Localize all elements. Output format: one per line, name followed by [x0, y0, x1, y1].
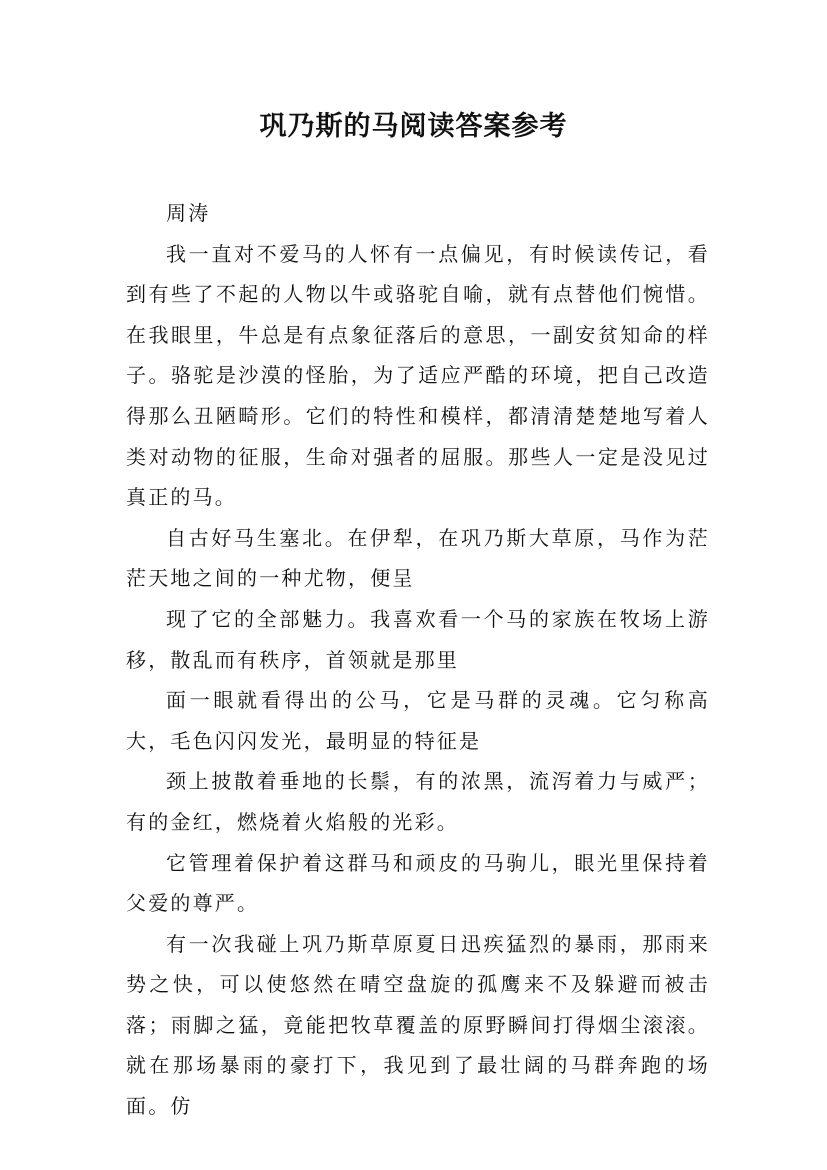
page-title: 巩乃斯的马阅读答案参考 [259, 111, 568, 142]
paragraph: 有一次我碰上巩乃斯草原夏日迅疾猛烈的暴雨，那雨来势之快，可以使悠然在晴空盘旋的孤鹰来不及躲避而被击落；雨脚之猛，竟能把牧草覆盖的原野瞬间打得烟尘滚滚。就在那场暴雨的豪打下，我见到了最壮阔的马群奔跑的场面。仿 [126, 931, 710, 1119]
paragraph: 它管理着保护着这群马和顽皮的马驹儿，眼光里保持着父爱的尊严。 [126, 850, 710, 916]
author-line: 周涛 [166, 201, 211, 225]
paragraph: 面一眼就看得出的公马，它是马群的灵魂。它匀称高大，毛色闪闪发光，最明显的特征是 [126, 688, 710, 753]
paragraph: 自古好马生塞北。在伊犁，在巩乃斯大草原，马作为茫茫天地之间的一种尤物，便呈 [126, 525, 710, 591]
paragraph: 现了它的全部魅力。我喜欢看一个马的家族在牧场上游移，散乱而有秩序，首领就是那里 [126, 606, 710, 672]
paragraph: 颈上披散着垂地的长鬃，有的浓黑，流泻着力与威严；有的金红，燃烧着火焰般的光彩。 [126, 769, 710, 834]
article-body [126, 193, 710, 1127]
paragraph: 我一直对不爱马的人怀有一点偏见，有时候读传记，看到有些了不起的人物以牛或骆驼自喻，就有点替他们惋惜。在我眼里，牛总是有点象征落后的意思，一副安贫知命的样子。骆驼是沙漠的怪胎，为了适应严酷的环境，把自己改造得那么丑陋畸形。它们的特性和模样，都清清楚楚地写着人类对动物的征服，生命对强者的屈服。那些人一定是没见过真正的马。 [126, 241, 710, 510]
